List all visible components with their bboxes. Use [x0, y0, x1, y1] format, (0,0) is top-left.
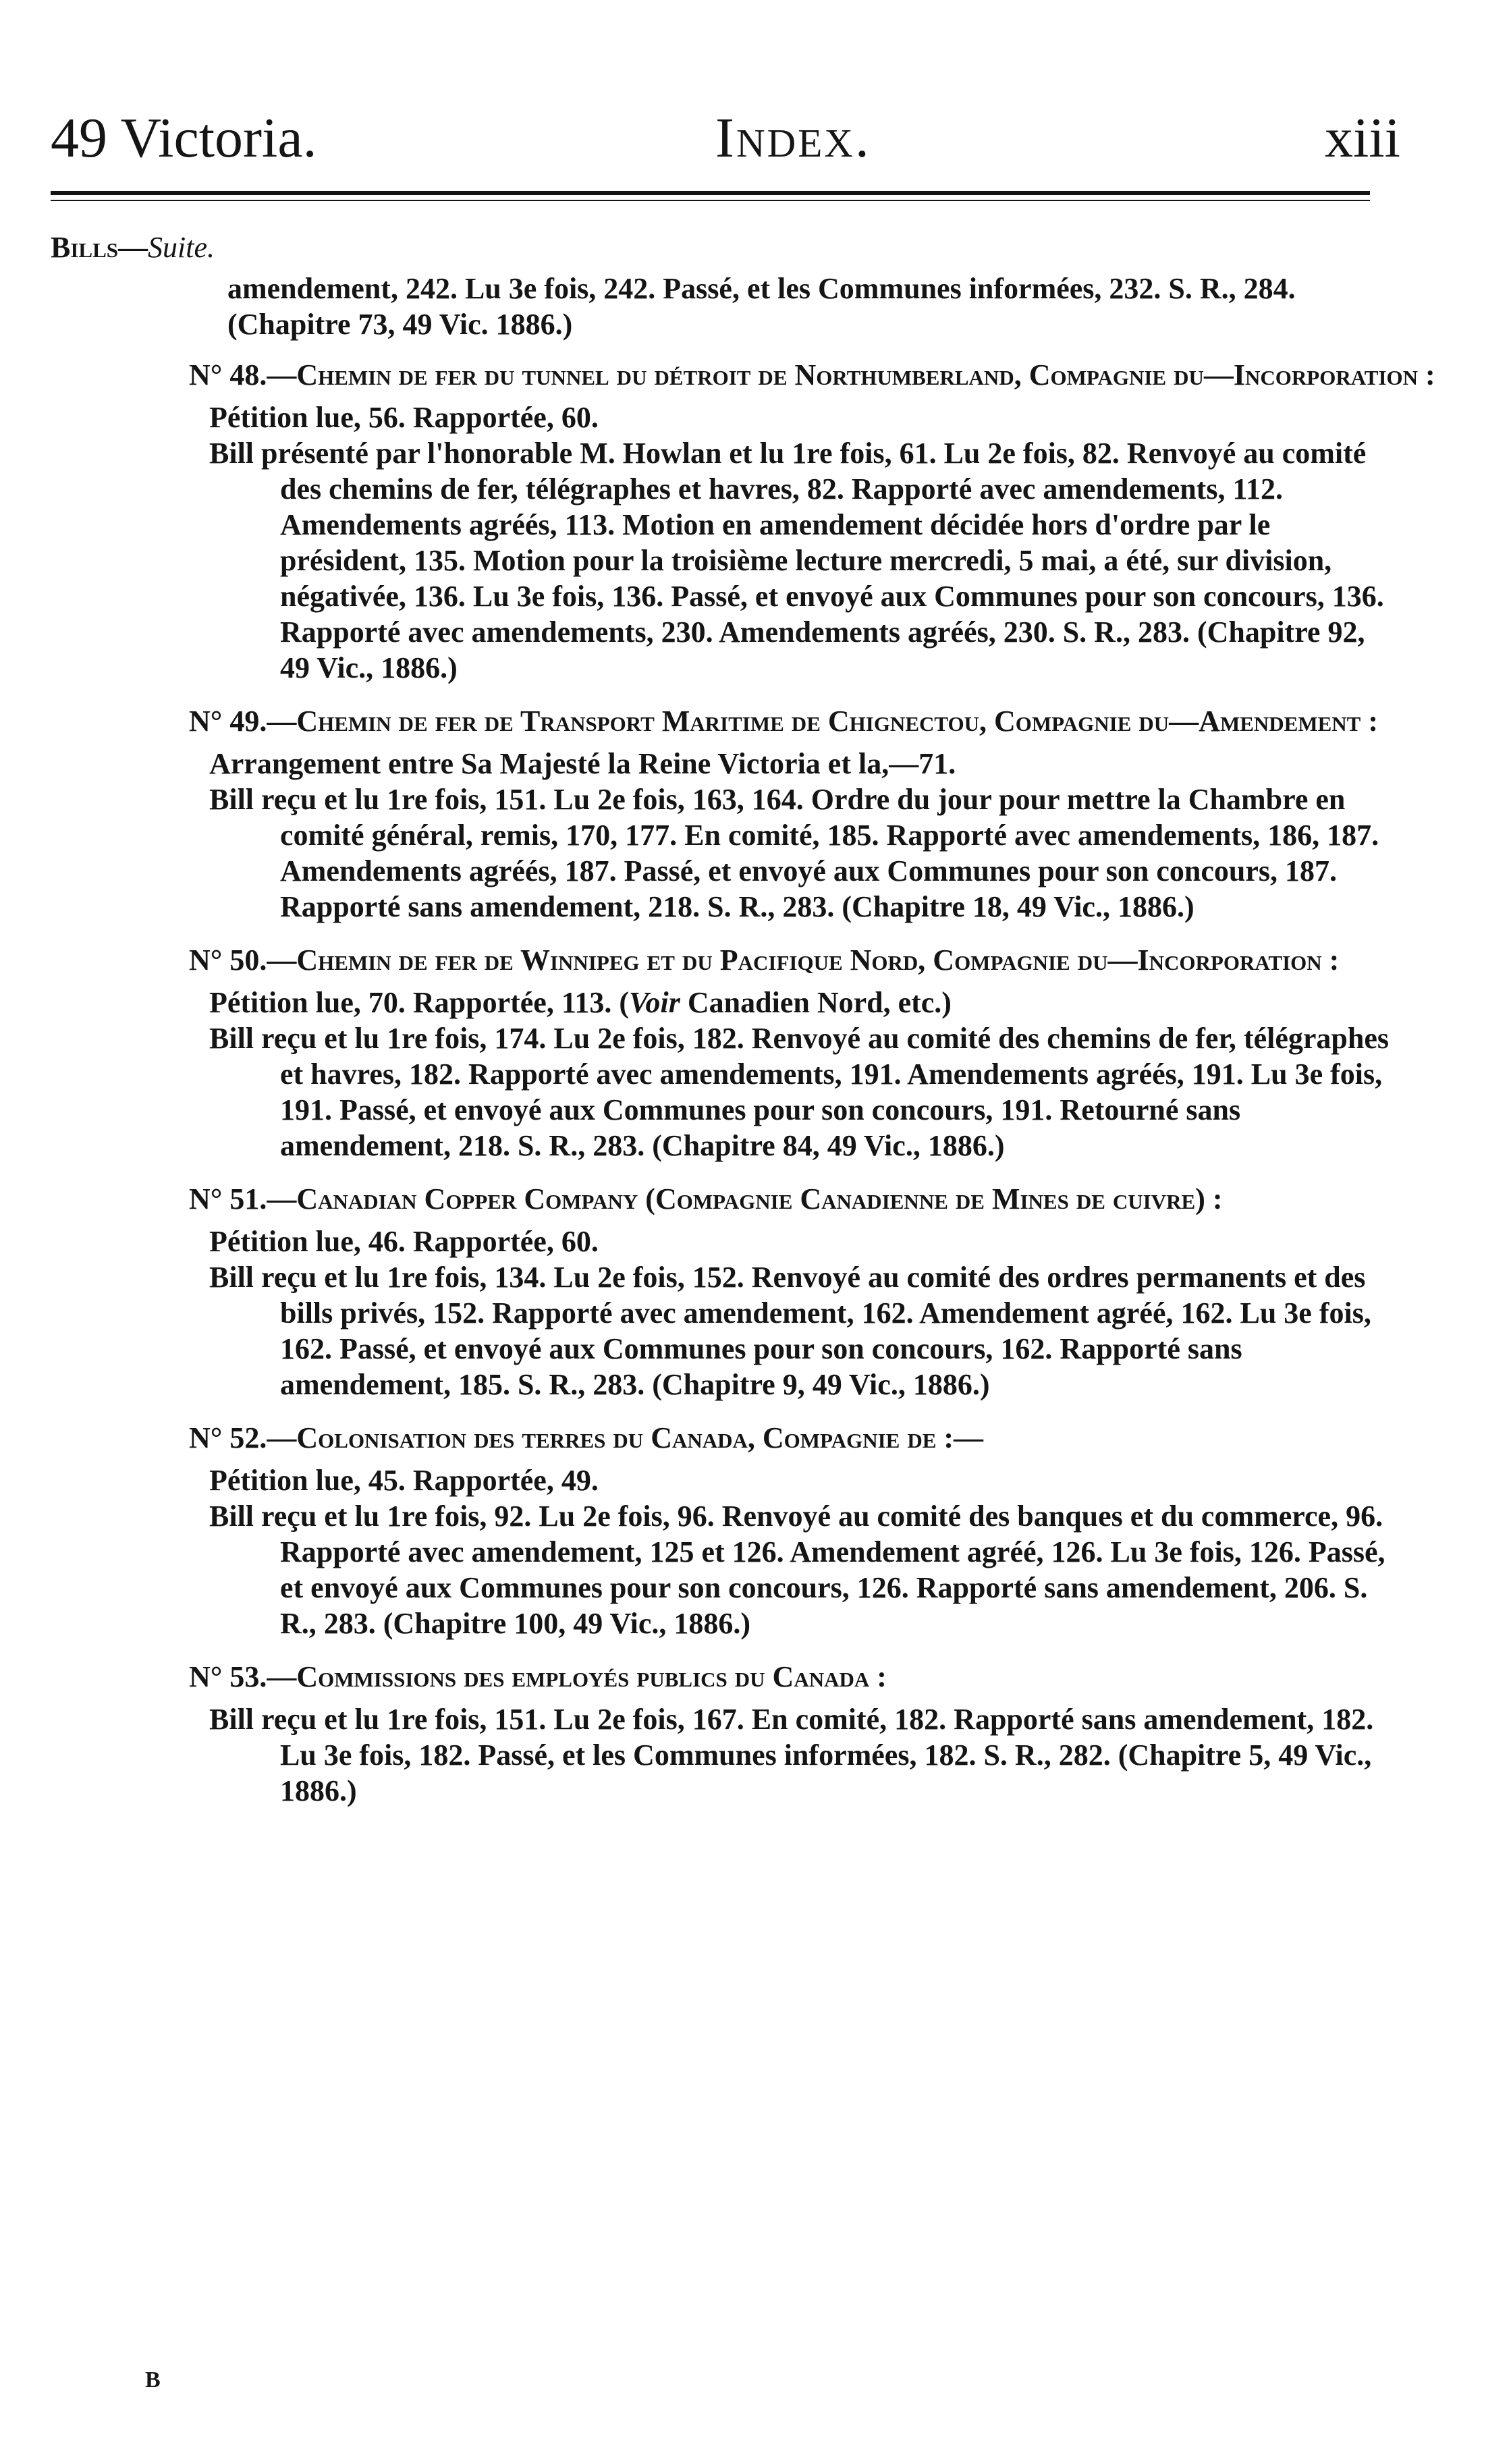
entry-item: Bill reçu et lu 1re fois, 174. Lu 2e fois, 182. Renvoyé au comité des chemins de fer, télégraphes et havres, 182. Rapporté avec amendements, 191. Amendements agréés, 191. Lu 3e fois, 191. Passé, et envoyé aux Communes pour son concours, 191. Retourné sans amendement, 218. S. R., 283. (Chapitre 84, 49 Vic., 1886.): [209, 1022, 1389, 1162]
entry-item-italic: Voir: [629, 986, 680, 1019]
entry-heading: N° 53.—Commissions des employés publics du Canada :: [189, 1660, 887, 1693]
entry-item: Bill reçu et lu 1re fois, 151. Lu 2e fois, 163, 164. Ordre du jour pour mettre la Chambre en comité général, remis, 170, 177. En comité, 185. Rapporté avec amendements, 186, 187. Amendements agréés, 187. Passé, et envoyé aux Communes pour son concours, 187. Rapporté sans amendement, 218. S. R., 283. (Chapitre 18, 49 Vic., 1886.): [209, 783, 1379, 923]
entry-item: Pétition lue, 56. Rapportée, 60.: [209, 401, 599, 434]
running-head: [51, 101, 1400, 175]
index-entry: [51, 703, 1394, 925]
continuation-paragraph: amendement, 242. Lu 3e fois, 242. Passé, et les Communes informées, 232. S. R., 284. (Chapitre 73, 49 Vic. 1886.): [227, 272, 1296, 341]
entry-item: [51, 985, 1394, 1020]
index-entry: [51, 942, 1394, 1163]
signature-mark: B: [145, 2367, 161, 2392]
header-rule-thin: [51, 200, 1370, 201]
entry-list: [51, 357, 1435, 1809]
entry-item: Arrangement entre Sa Majesté la Reine Victoria et la,—71.: [209, 747, 956, 780]
page-number: xiii: [1324, 107, 1400, 169]
section-suite: Suite.: [148, 231, 215, 264]
entry-title: Canadian Copper Company (Compagnie Canadienne de Mines de cuivre) :: [296, 1182, 1223, 1215]
header-rule: [51, 191, 1370, 195]
section-heading: Bills—Suite.: [51, 231, 215, 264]
entry-heading: N° 48.—Chemin de fer du tunnel du détroit de Northumberland, Compagnie du—Incorporation :: [189, 358, 1435, 391]
entry-item: Pétition lue, 46. Rapportée, 60.: [209, 1225, 599, 1258]
entry-item: Bill reçu et lu 1re fois, 92. Lu 2e fois, 96. Renvoyé au comité des banques et du commerce, 96. Rapporté avec amendement, 125 et 126. Amendement agréé, 126. Lu 3e fois, 126. Passé, et envoyé aux Communes pour son concours, 126. Rapporté sans amendement, 206. S. R., 283. (Chapitre 100, 49 Vic., 1886.): [209, 1500, 1385, 1640]
entry-number: N° 53.: [189, 1660, 267, 1693]
entry-heading: N° 50.—Chemin de fer de Winnipeg et du Pacifique Nord, Compagnie du—Incorporation :: [189, 943, 1340, 977]
index-entry: [51, 1181, 1394, 1402]
entry-number: N° 48.: [189, 358, 267, 391]
entry-item: Bill présenté par l'honorable M. Howlan et lu 1re fois, 61. Lu 2e fois, 82. Renvoyé au comité des chemins de fer, télégraphes et havres, 82. Rapporté avec amendements, 112. Amendements agréés, 113. Motion en amendement décidée hors d'ordre par le président, 135. Motion pour la troisième lecture mercredi, 5 mai, a été, sur division, négativée, 136. Lu 3e fois, 136. Passé, et envoyé aux Communes pour son concours, 136. Rapporté avec amendements, 230. Amendements agréés, 230. S. R., 283. (Chapitre 92, 49 Vic., 1886.): [209, 437, 1384, 684]
entry-title: Chemin de fer du tunnel du détroit de Northumberland, Compagnie du—Incorporation :: [296, 358, 1435, 391]
entry-heading: N° 52.—Colonisation des terres du Canada, Compagnie de :—: [189, 1421, 984, 1454]
entry-title: Chemin de fer de Transport Maritime de Chignectou, Compagnie du—Amendement :: [296, 705, 1378, 738]
entry-number: N° 49.: [189, 705, 267, 738]
index-entry: [51, 1420, 1394, 1641]
entry-item-text: Pétition lue, 70. Rapportée, 113. (: [209, 986, 630, 1019]
index-entry: [51, 1659, 1394, 1809]
index-entry: [51, 357, 1435, 686]
entry-item: Bill reçu et lu 1re fois, 134. Lu 2e fois, 152. Renvoyé au comité des ordres permanents et des bills privés, 152. Rapporté avec amendement, 162. Amendement agréé, 162. Lu 3e fois, 162. Passé, et envoyé aux Communes pour son concours, 162. Rapporté sans amendement, 185. S. R., 283. (Chapitre 9, 49 Vic., 1886.): [209, 1261, 1371, 1401]
entry-title: Chemin de fer de Winnipeg et du Pacifique Nord, Compagnie du—Incorporation :: [296, 943, 1340, 977]
entry-heading: N° 51.—Canadian Copper Company (Compagnie Canadienne de Mines de cuivre) :: [189, 1182, 1223, 1215]
index-title: Index.: [715, 107, 871, 169]
index-content: [51, 229, 1435, 1826]
entry-item: Pétition lue, 45. Rapportée, 49.: [209, 1464, 599, 1497]
entry-item: Bill reçu et lu 1re fois, 151. Lu 2e fois, 167. En comité, 182. Rapporté sans amendement, 182. Lu 3e fois, 182. Passé, et les Communes informées, 182. S. R., 282. (Chapitre 5, 49 Vic., 1886.): [209, 1703, 1374, 1807]
entry-number: N° 50.: [189, 943, 267, 977]
entry-title: Colonisation des terres du Canada, Compagnie de :—: [296, 1421, 984, 1454]
session-label: 49 Victoria.: [51, 107, 317, 169]
entry-title: Commissions des employés publics du Canada :: [296, 1660, 887, 1693]
entry-number: N° 51.: [189, 1182, 267, 1215]
section-title: Bills: [51, 231, 119, 264]
entry-heading: N° 49.—Chemin de fer de Transport Maritime de Chignectou, Compagnie du—Amendement :: [189, 705, 1378, 738]
entry-number: N° 52.: [189, 1421, 267, 1454]
entry-item-text: Canadien Nord, etc.): [680, 986, 952, 1019]
